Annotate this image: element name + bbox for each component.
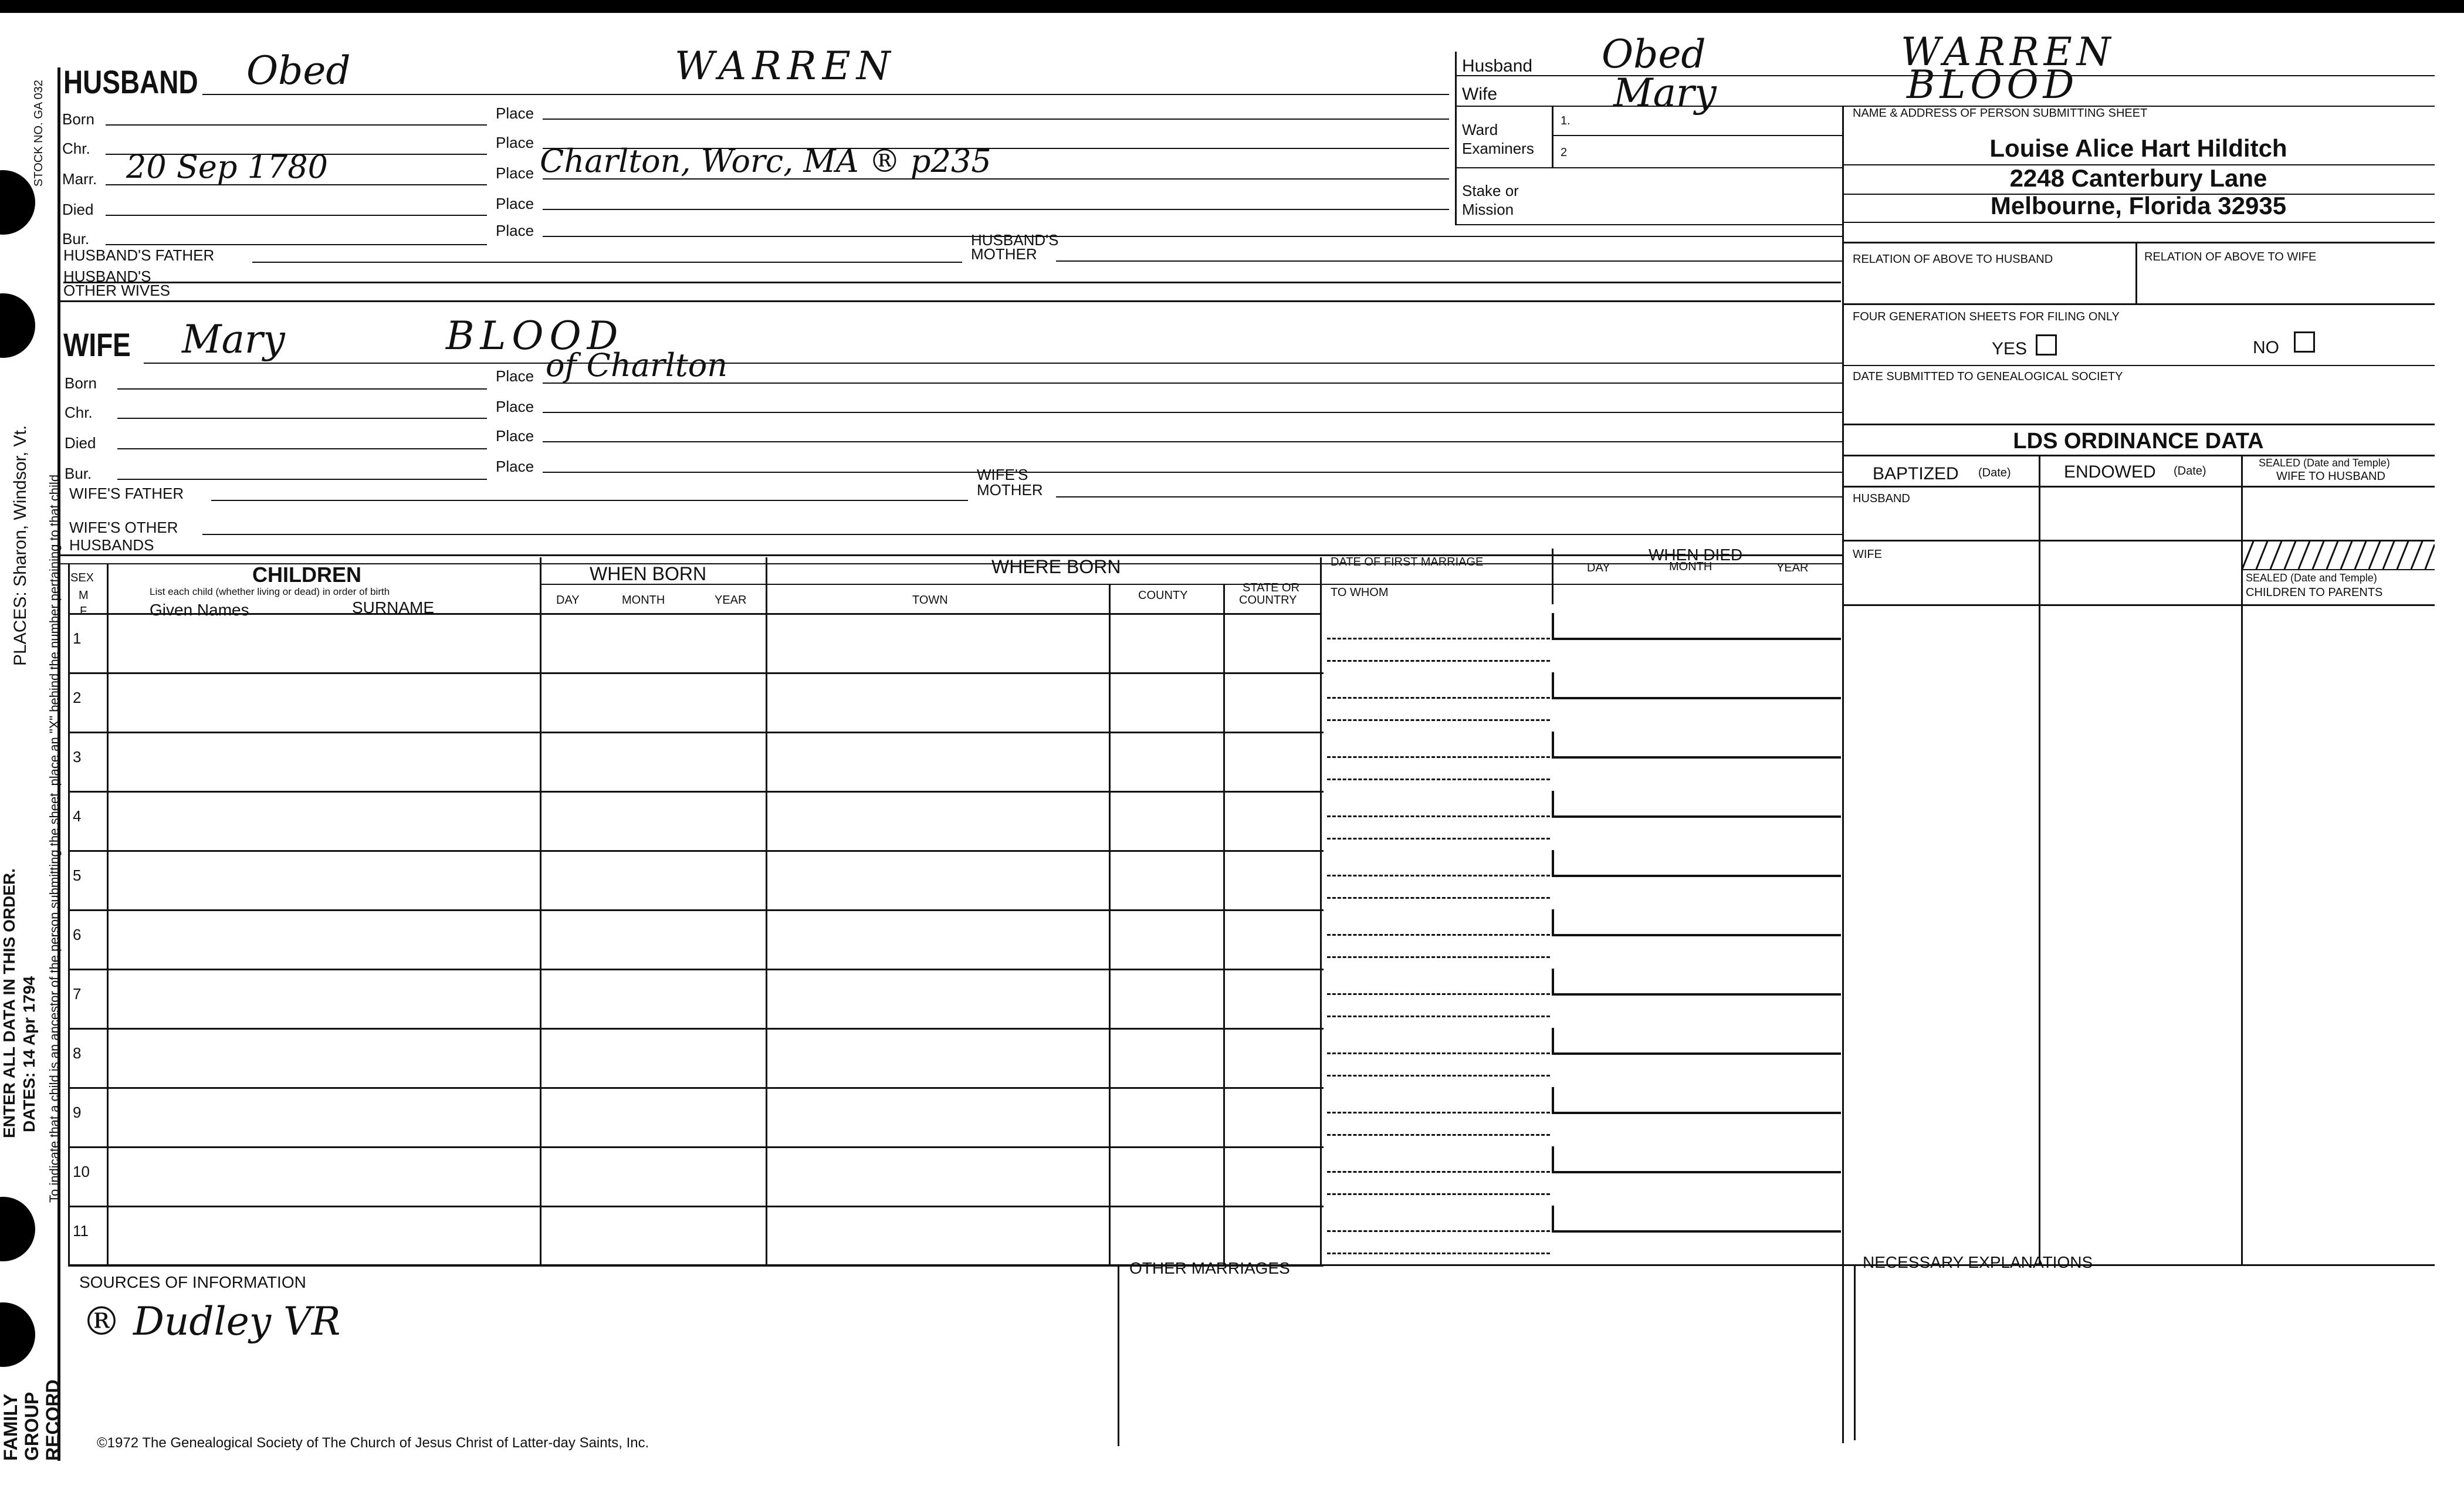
lds-col-divider-1 (2039, 455, 2040, 1264)
husband-chr-label: Chr. (62, 140, 90, 157)
child-row-number: 7 (73, 985, 82, 1003)
died-year-header: YEAR (1776, 561, 1809, 574)
to-whom-header: TO WHOM (1331, 586, 1389, 599)
wife-surname: BLOOD (446, 313, 624, 358)
when-died-box (1552, 791, 1841, 818)
to-whom-line (1327, 719, 1550, 721)
to-whom-line (1327, 779, 1550, 780)
wife-given-name: Mary (182, 317, 285, 362)
to-whom-line (1327, 1193, 1550, 1195)
header-wife-given: Mary (1613, 70, 1717, 116)
husband-marr-date: 20 Sep 1780 (126, 148, 328, 185)
wife-other-husbands-2: HUSBANDS (69, 536, 154, 554)
lds-col-divider-2 (2241, 455, 2243, 1264)
when-died-box (1552, 732, 1841, 759)
child-row-divider (68, 672, 1324, 674)
examiner-1-number: 1. (1561, 114, 1571, 127)
husband-father-line (252, 262, 962, 263)
children-given-header: Given Names (150, 601, 249, 619)
husband-bur-place-line (543, 236, 1842, 237)
children-title: CHILDREN (252, 563, 361, 587)
to-whom-line (1327, 1075, 1550, 1077)
header-husband-surname: WARREN (1901, 29, 2116, 75)
husband-born-place-line (543, 119, 1449, 120)
husband-mother-label-2: MOTHER (971, 245, 1037, 263)
wife-died-place-line (543, 441, 1842, 442)
husband-chr-place-label: Place (496, 134, 534, 151)
sex-header-2: M (79, 589, 89, 602)
lds-sealed-label-2: WIFE TO HUSBAND (2276, 470, 2385, 483)
no-label: NO (2253, 338, 2279, 357)
year-header: YEAR (715, 594, 747, 607)
wife-bur-place-label: Place (496, 458, 534, 475)
examiner-2-number: 2 (1561, 146, 1568, 159)
lds-sealed-children-2: CHILDREN TO PARENTS (2246, 586, 2383, 599)
when-died-box (1552, 1146, 1841, 1173)
sex-header-3: F (80, 605, 87, 618)
col-town-right (1109, 584, 1111, 1264)
child-row-number: 2 (73, 689, 82, 706)
husband-father-label: HUSBAND'S FATHER (63, 246, 215, 264)
child-row-divider (68, 1028, 1324, 1030)
first-marriage-date-line (1327, 815, 1550, 817)
lds-husband-label: HUSBAND (1853, 492, 1910, 505)
no-checkbox[interactable] (2294, 331, 2315, 353)
husband-given-name: Obed (246, 48, 351, 93)
husband-mother-label-1: HUSBAND'S (971, 231, 1059, 249)
when-died-box (1552, 969, 1841, 996)
copyright: ©1972 The Genealogical Society of The Church of Jesus Christ of Latter-day Saints, Inc. (97, 1435, 649, 1451)
husband-section-bottom (57, 300, 1841, 302)
county-header: COUNTY (1138, 589, 1188, 602)
submitter-street: 2248 Canterbury Lane (2009, 164, 2267, 192)
other-marriages-label: OTHER MARRIAGES (1129, 1259, 1290, 1277)
wife-born-line (117, 388, 487, 390)
wife-bur-label: Bur. (65, 465, 92, 482)
first-marriage-header: DATE OF FIRST MARRIAGE (1331, 556, 1484, 568)
submitter-city: Melbourne, Florida 32935 (1990, 192, 2287, 219)
died-month-header: MONTH (1669, 560, 1712, 573)
husband-died-place-line (543, 209, 1449, 210)
first-marriage-date-line (1327, 638, 1550, 639)
header-wife-label: Wife (1462, 84, 1497, 104)
wife-chr-label: Chr. (65, 404, 93, 421)
stock-number: STOCK NO. GA 032 (32, 80, 45, 187)
relation-box-bottom (1842, 303, 2435, 305)
child-row-number: 6 (73, 926, 82, 943)
child-row-number: 11 (73, 1222, 89, 1240)
lds-header-bottom (1842, 486, 2435, 488)
explanations-divider (1854, 1264, 1856, 1440)
child-row-number: 8 (73, 1044, 82, 1062)
to-whom-line (1327, 660, 1550, 662)
wife-mother-line (1056, 496, 1842, 497)
child-row-number: 5 (73, 867, 82, 884)
child-row-number: 10 (73, 1163, 90, 1180)
first-marriage-date-line (1327, 756, 1550, 758)
right-panel-border (1842, 106, 1844, 1443)
husband-born-place-label: Place (496, 104, 534, 122)
wife-died-label: Died (65, 434, 96, 452)
children-surname-header: SURNAME (352, 598, 435, 617)
lds-baptized-label: BAPTIZED (1873, 464, 1959, 483)
when-died-box (1552, 909, 1841, 936)
enter-all-note: ENTER ALL DATA IN THIS ORDER. (0, 868, 18, 1138)
submitter-line-3 (1842, 222, 2435, 223)
husband-surname: WARREN (675, 43, 896, 89)
header-wife-surname: BLOOD (1907, 62, 2079, 107)
submitter-label: NAME & ADDRESS OF PERSON SUBMITTING SHEET (1853, 107, 2148, 120)
stake-label-1: Stake or (1462, 182, 1519, 199)
lds-endowed-date: (Date) (2174, 465, 2206, 478)
wife-chr-place-label: Place (496, 398, 534, 415)
husband-bur-place-label: Place (496, 222, 534, 239)
husband-other-wives-line (63, 282, 1841, 283)
when-died-box (1552, 1028, 1841, 1055)
wife-other-husbands-line (202, 534, 1842, 535)
wife-born-label: Born (65, 374, 97, 392)
when-died-box (1552, 850, 1841, 877)
wife-father-line (211, 500, 968, 501)
lds-wife-row-bottom (1842, 604, 2435, 606)
lds-title: LDS ORDINANCE DATA (2013, 429, 2264, 453)
header-husband-given: Obed (1602, 32, 1706, 77)
fgr-label-3: RECORD (42, 1379, 63, 1461)
lds-sealed-label-1: SEALED (Date and Temple) (2259, 457, 2390, 469)
wife-other-husbands-1: WIFE'S OTHER (69, 519, 178, 536)
first-marriage-date-line (1327, 1171, 1550, 1173)
husband-other-wives-2: OTHER WIVES (63, 282, 171, 299)
four-gen-bottom (1842, 365, 2435, 366)
punch-hole (0, 1302, 35, 1367)
child-row-divider (68, 1146, 1324, 1148)
col-county-right (1223, 584, 1225, 1264)
child-row-divider (68, 969, 1324, 970)
to-whom-line (1327, 1016, 1550, 1017)
child-row-divider (68, 850, 1324, 852)
husband-other-wives-1: HUSBAND'S (63, 268, 151, 285)
when-died-box (1552, 1206, 1841, 1233)
sources-value: ® Dudley VR (82, 1299, 341, 1344)
lds-baptized-date: (Date) (1978, 466, 2011, 479)
state-header-1: STATE OR (1243, 581, 1300, 594)
col-sex-right (107, 563, 109, 1264)
relation-divider (2135, 242, 2137, 303)
places-note: PLACES: Sharon, Windsor, Vt. (11, 425, 30, 666)
child-row-number: 1 (73, 629, 82, 647)
first-marriage-date-line (1327, 1112, 1550, 1113)
wife-mother-label-1: WIFE'S (977, 466, 1028, 483)
husband-marr-place: Charlton, Worc, MA ® p235 (540, 143, 991, 180)
husband-bur-label: Bur. (62, 230, 90, 248)
punch-hole (0, 170, 35, 235)
children-subtitle: List each child (whether living or dead) in order of birth (150, 586, 390, 597)
relation-husband-label: RELATION OF ABOVE TO HUSBAND (1853, 253, 2053, 266)
wife-chr-place-line (543, 412, 1842, 413)
month-header: MONTH (622, 594, 665, 607)
husband-marr-label: Marr. (62, 170, 97, 188)
ward-label-1: Ward (1462, 121, 1498, 138)
first-marriage-date-line (1327, 934, 1550, 936)
to-whom-line (1327, 1134, 1550, 1136)
child-row-number: 3 (73, 748, 82, 766)
explanations-label: NECESSARY EXPLANATIONS (1863, 1253, 2093, 1271)
stake-line (1455, 224, 1842, 225)
husband-born-label: Born (62, 110, 94, 128)
yes-label: YES (1992, 339, 2028, 358)
other-marriages-divider (1118, 1264, 1119, 1446)
died-day-header: DAY (1587, 561, 1610, 574)
lds-sealed-hatch-bottom (2242, 569, 2435, 570)
header-box-left (1455, 52, 1457, 225)
to-whom-line (1327, 897, 1550, 899)
wife-died-line (117, 448, 487, 449)
date-submitted-label: DATE SUBMITTED TO GENEALOGICAL SOCIETY (1853, 370, 2123, 383)
to-whom-line (1327, 1253, 1550, 1254)
husband-heading: HUSBAND (63, 63, 198, 100)
date-submitted-bottom (1842, 424, 2435, 425)
fgr-label-1: FAMILY (0, 1393, 21, 1461)
child-row-divider (68, 791, 1324, 793)
first-marriage-date-line (1327, 1052, 1550, 1054)
husband-died-place-label: Place (496, 195, 534, 212)
child-row-divider (68, 909, 1324, 911)
state-header-2: COUNTRY (1239, 594, 1297, 607)
when-died-box (1552, 613, 1841, 640)
lds-endowed-label: ENDOWED (2064, 462, 2156, 482)
when-died-box (1552, 672, 1841, 699)
wife-mother-label-2: MOTHER (977, 481, 1043, 499)
first-marriage-date-line (1327, 697, 1550, 699)
when-died-box (1552, 1087, 1841, 1114)
ward-divider (1552, 106, 1553, 167)
wife-chr-line (117, 418, 487, 419)
husband-mother-line (1056, 260, 1842, 262)
ward-label-2: Examiners (1462, 140, 1534, 157)
child-row-divider (68, 732, 1324, 733)
four-gen-label: FOUR GENERATION SHEETS FOR FILING ONLY (1853, 310, 2120, 323)
lds-wife-label: WIFE (1853, 548, 1882, 561)
husband-born-line (106, 124, 487, 126)
submitter-name: Louise Alice Hart Hilditch (1989, 134, 2287, 162)
child-row-divider (68, 1206, 1324, 1207)
town-header: TOWN (912, 594, 948, 607)
relation-wife-label: RELATION OF ABOVE TO WIFE (2144, 251, 2317, 263)
sources-label: SOURCES OF INFORMATION (79, 1273, 306, 1291)
sex-header-1: SEX (70, 571, 94, 584)
wife-bur-place-line (543, 472, 1842, 473)
wife-heading: WIFE (63, 326, 131, 363)
to-whom-line (1327, 956, 1550, 958)
wife-born-place: of Charlton (546, 347, 728, 384)
examiner-1-line (1552, 135, 1842, 136)
dates-note: DATES: 14 Apr 1794 (20, 976, 38, 1132)
examiner-2-line (1455, 167, 1842, 168)
when-died-header: WHEN DIED (1649, 546, 1743, 564)
day-header: DAY (556, 594, 580, 607)
first-marriage-date-line (1327, 1230, 1550, 1232)
husband-bur-line (106, 244, 487, 245)
submitter-box-bottom (1842, 242, 2435, 243)
husband-died-label: Died (62, 201, 94, 218)
punch-hole (0, 1197, 35, 1261)
to-whom-line (1327, 838, 1550, 840)
ancestor-note: To indicate that a child is an ancestor of the person submitting the sheet, place an "X" behind the number pertaining to that child (47, 474, 62, 1203)
husband-died-line (106, 215, 487, 216)
first-marriage-date-line (1327, 875, 1550, 876)
child-row-number: 4 (73, 807, 82, 825)
col-died-left (1552, 549, 1553, 604)
where-born-header: WHERE BORN (991, 556, 1121, 577)
child-row-divider (68, 1087, 1324, 1089)
wife-born-place-line (543, 383, 1842, 384)
wife-section-bottom (57, 554, 1842, 556)
wife-father-label: WIFE'S FATHER (69, 485, 184, 502)
wife-died-place-label: Place (496, 427, 534, 445)
lds-title-bottom (1842, 455, 2435, 456)
form-left-border (57, 67, 60, 1461)
header-husband-label: Husband (1462, 56, 1533, 76)
yes-checkbox[interactable] (2036, 334, 2057, 356)
first-marriage-date-line (1327, 993, 1550, 995)
when-born-header: WHEN BORN (590, 563, 707, 584)
lds-sealed-hatch (2242, 540, 2435, 569)
stake-label-2: Mission (1462, 201, 1514, 218)
fgr-label-2: GROUP (21, 1392, 42, 1461)
children-left-border (68, 563, 70, 1264)
wife-name-line (144, 363, 1842, 364)
husband-name-line (202, 94, 1449, 95)
punch-hole (0, 293, 35, 358)
wife-bur-line (117, 479, 487, 480)
husband-marr-place-label: Place (496, 164, 534, 182)
children-header-bottom (68, 613, 1321, 615)
wife-born-place-label: Place (496, 367, 534, 385)
top-border-bar (0, 0, 2464, 13)
lds-sealed-children-1: SEALED (Date and Temple) (2246, 572, 2377, 584)
when-born-divider (540, 584, 1842, 585)
child-row-number: 9 (73, 1104, 82, 1121)
